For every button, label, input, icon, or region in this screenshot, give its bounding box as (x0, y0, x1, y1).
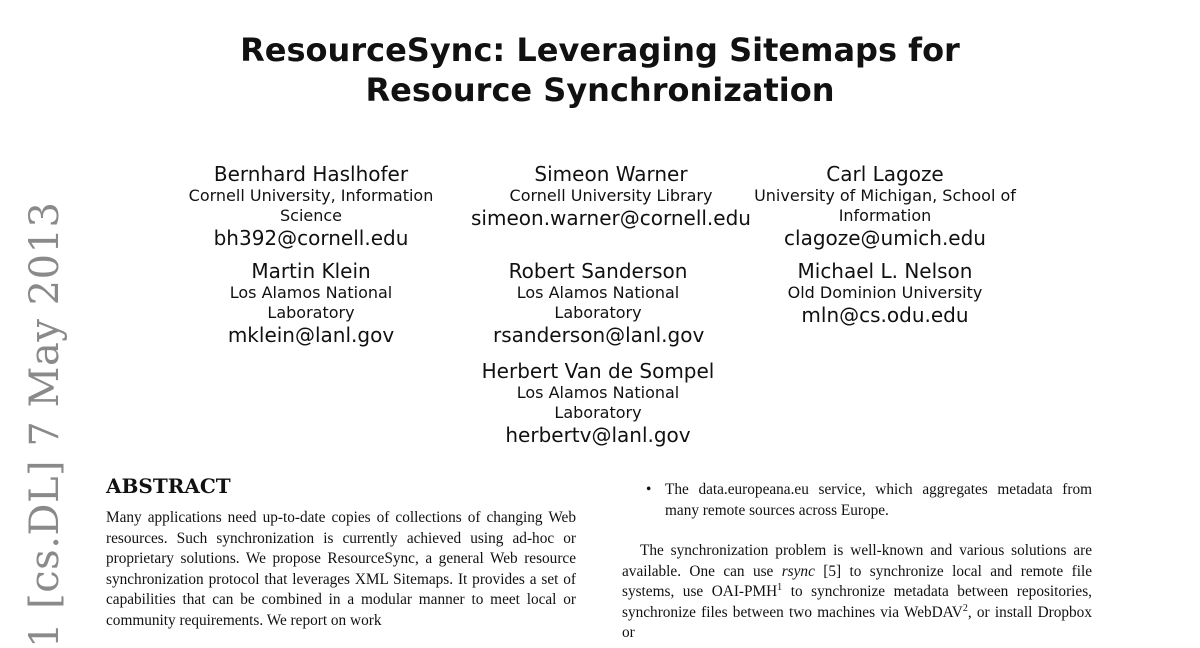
list-item-text: The data.europeana.eu service, which aggregates metadata from many remote sources across Europe. (665, 481, 1092, 519)
author-name: Carl Lagoze (826, 162, 944, 186)
author-affiliation: University of Michigan, School of Information (754, 186, 1016, 225)
author-block (760, 259, 1010, 327)
rsync-term: rsync (781, 562, 815, 580)
author-affiliation: Los Alamos National Laboratory (229, 283, 393, 322)
paper-title: ResourceSync: Leveraging Sitemaps for Resource Synchronization (240, 31, 960, 109)
body-paragraph (622, 541, 1092, 644)
author-email: herbertv@lanl.gov (505, 423, 691, 447)
author-email: rsanderson@lanl.gov (493, 323, 705, 347)
author-block (750, 162, 1020, 250)
author-name: Bernhard Haslhofer (213, 162, 409, 186)
abstract-text: Many applications need up-to-date copies of collections of changing Web resources. Such synchronization is currently achieved using ad-hoc or proprietary solutions. We propose ResourceSync, a general Web resource synchronization protocol that leverages XML Sitemaps. It provides a set of capabilities that can be combined in a modular manner to meet local or community requirements. We report on work (106, 509, 576, 629)
author-email: mklein@lanl.gov (227, 323, 395, 347)
author-block (456, 162, 766, 230)
bullet-list (646, 480, 1092, 521)
author-block (206, 259, 416, 347)
author-block (493, 259, 703, 347)
author-name: Herbert Van de Sompel (481, 359, 715, 383)
author-block (463, 359, 733, 447)
author-name: Robert Sanderson (508, 259, 688, 283)
bullet-icon: • (646, 481, 652, 498)
author-affiliation: Los Alamos National Laboratory (516, 383, 680, 422)
abstract-heading: ABSTRACT (106, 474, 231, 498)
author-email: mln@cs.odu.edu (801, 303, 969, 327)
author-affiliation: Cornell University Library (509, 186, 713, 205)
paragraph-text: [5] to synchronize local and remote file systems, use OAI-PMH (622, 562, 1092, 600)
author-email: clagoze@umich.edu (784, 226, 986, 250)
paragraph-text: The synchronization problem is well-known and various solutions are available. One can use (622, 542, 1092, 580)
author-block (176, 162, 446, 250)
list-item (646, 480, 1092, 521)
author-name: Martin Klein (251, 259, 371, 283)
author-affiliation: Old Dominion University (787, 283, 983, 302)
author-name: Michael L. Nelson (797, 259, 973, 283)
footnote-marker: 2 (962, 602, 968, 614)
paragraph-text: to synchronize metadata between repositories, synchronize files between two machines via WebDAV (622, 583, 1092, 621)
footnote-marker: 1 (777, 581, 783, 593)
author-affiliation: Los Alamos National Laboratory (516, 283, 680, 322)
paragraph-text: , or install Dropbox or (622, 603, 1092, 641)
author-email: bh392@cornell.edu (213, 226, 409, 250)
author-email: simeon.warner@cornell.edu (471, 206, 751, 230)
author-affiliation: Cornell University, Information Science (188, 186, 434, 225)
author-name: Simeon Warner (534, 162, 688, 186)
arxiv-sidebar-stamp: 1 [cs.DL] 7 May 2013 (22, 201, 68, 648)
